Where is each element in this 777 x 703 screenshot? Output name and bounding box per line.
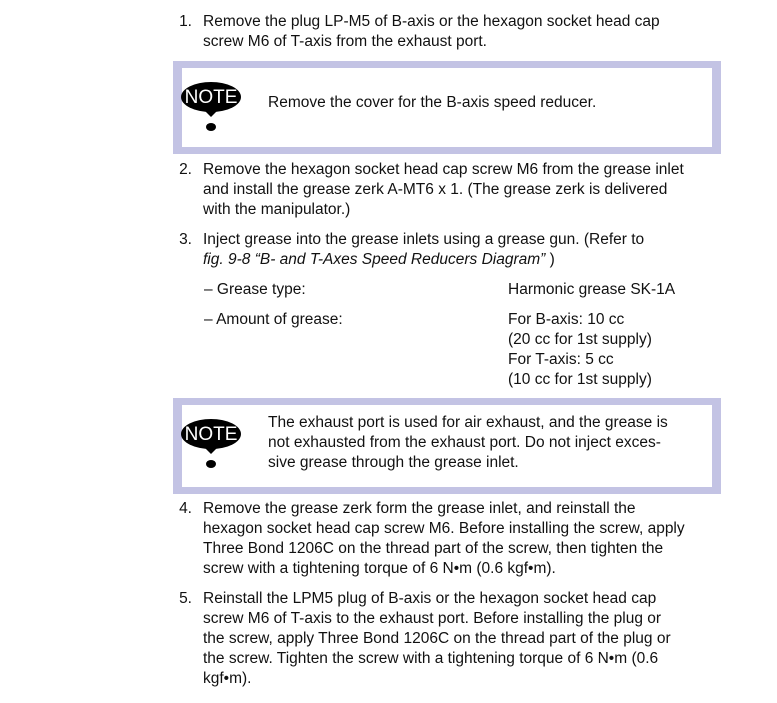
step-text-line: the screw. Tighten the screw with a tightening torque of 6 N•m (0.6 xyxy=(203,650,659,667)
grease-amount-line: (10 cc for 1st supply) xyxy=(508,371,652,388)
grease-amount-label: – Amount of grease: xyxy=(204,311,343,328)
grease-amount-line: For B-axis: 10 cc xyxy=(508,311,625,328)
step-text-line: Remove the hexagon socket head cap screw M6 from the grease inlet xyxy=(203,161,684,178)
figure-reference-link[interactable]: fig. 9-8 “B- and T-Axes Speed Reducers Diagram” xyxy=(203,251,546,268)
note-icon-label: NOTE xyxy=(184,87,238,108)
figure-reference xyxy=(203,250,555,270)
step-text-line: and install the grease zerk A-MT6 x 1. (The grease zerk is delivered xyxy=(203,181,668,198)
step-text-line: Remove the grease zerk form the grease inlet, and reinstall the xyxy=(203,500,636,517)
grease-type-value: Harmonic grease SK-1A xyxy=(508,281,676,298)
grease-type-label: – Grease type: xyxy=(204,281,306,298)
step-text-line: screw M6 of T-axis to the exhaust port. Before installing the plug or xyxy=(203,610,662,627)
step-text-line: Remove the plug LP-M5 of B-axis or the hexagon socket head cap xyxy=(203,13,660,30)
grease-amount-line: For T-axis: 5 cc xyxy=(508,351,614,368)
step-text-line: hexagon socket head cap screw M6. Before installing the screw, apply xyxy=(203,520,685,537)
step-text-line: screw M6 of T-axis from the exhaust port. xyxy=(203,33,487,50)
step-number: 2. xyxy=(179,161,192,178)
step-text-line: Three Bond 1206C on the thread part of the screw, then tighten the xyxy=(203,540,664,557)
grease-amount-line: (20 cc for 1st supply) xyxy=(508,331,652,348)
note-box xyxy=(173,61,721,154)
step-number: 5. xyxy=(179,590,192,607)
step-text-line: Inject grease into the grease inlets using a grease gun. (Refer to xyxy=(203,231,645,248)
figure-reference-close: ) xyxy=(545,251,555,268)
step-text-line: with the manipulator.) xyxy=(203,201,351,218)
note-icon xyxy=(180,418,242,470)
step-number: 4. xyxy=(179,500,192,517)
note-text-line: sive grease through the grease inlet. xyxy=(268,454,519,471)
note-icon-label: NOTE xyxy=(184,424,238,445)
step-text-line: screw with a tightening torque of 6 N•m (0.6 kgf•m). xyxy=(203,560,556,577)
note-text-line: not exhausted from the exhaust port. Do not inject exces- xyxy=(268,434,661,451)
step-number: 3. xyxy=(179,231,192,248)
note-text: Remove the cover for the B-axis speed reducer. xyxy=(268,94,597,111)
note-text-line: The exhaust port is used for air exhaust, and the grease is xyxy=(268,414,668,431)
step-text-line: kgf•m). xyxy=(203,670,252,687)
step-text-line: Reinstall the LPM5 plug of B-axis or the hexagon socket head cap xyxy=(203,590,657,607)
note-icon xyxy=(180,81,242,133)
note-box xyxy=(173,398,721,494)
step-number: 1. xyxy=(179,13,192,30)
step-text-line: the screw, apply Three Bond 1206C on the thread part of the plug or xyxy=(203,630,671,647)
